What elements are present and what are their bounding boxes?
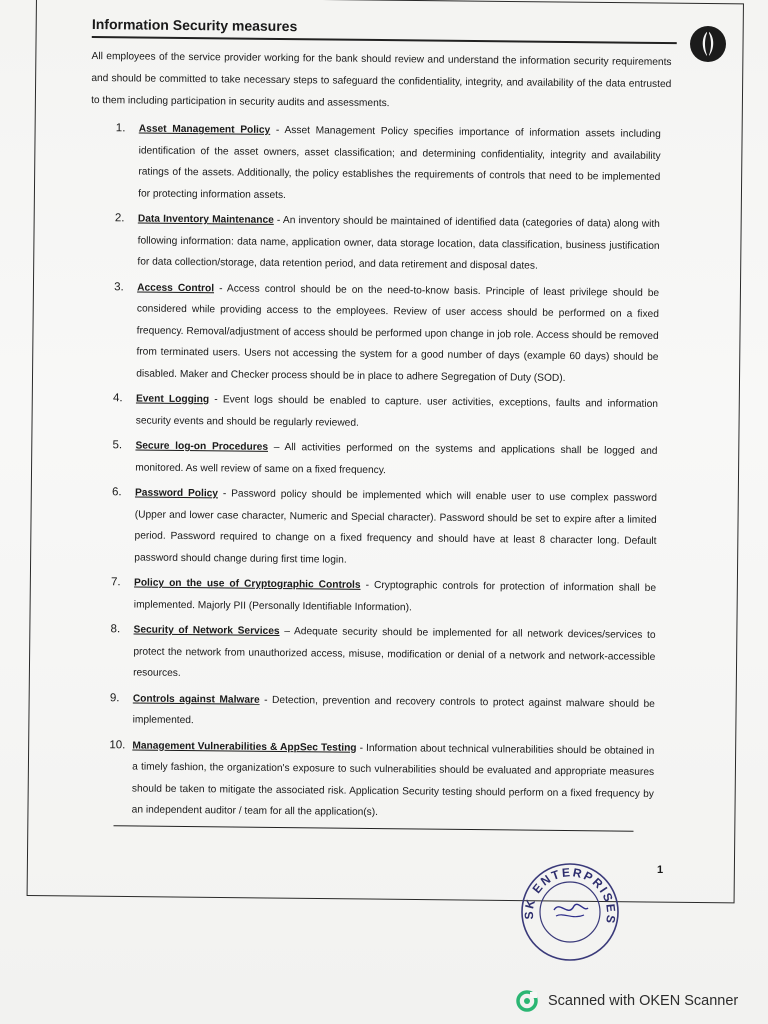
stamp-text: SK ENTERPRISES xyxy=(521,865,619,927)
measure-number: 4. xyxy=(112,392,123,405)
measure-number: 5. xyxy=(112,439,123,452)
measure-term: Access Control xyxy=(137,281,215,294)
scanner-label: Scanned with OKEN Scanner xyxy=(548,993,739,1009)
measures-list xyxy=(84,118,661,826)
oken-scanner-logo-icon xyxy=(516,990,538,1012)
measure-number: 9. xyxy=(109,691,120,704)
document-body xyxy=(84,16,688,832)
measure-term: Password Policy xyxy=(134,487,219,500)
measure-description: - Detection, prevention and recovery controls to protect against malware should be implemented. xyxy=(132,694,655,727)
measure-number: 10. xyxy=(109,738,126,751)
measure-item xyxy=(90,118,661,210)
measure-term: Data Inventory Maintenance xyxy=(137,213,274,226)
measure-description: - Cryptographic controls for protection of information shall be implemented. Majorly PII (Personally Identifiable Information). xyxy=(133,579,657,613)
measure-term: Controls against Malware xyxy=(132,692,260,706)
svg-text:SK ENTERPRISES xyxy=(522,865,618,926)
measure-item xyxy=(85,687,655,736)
measure-description: - Password policy should be implemented which will enable user to use complex password (Upper and lower case character, Numeric and Special character). Password should be set to expire after a limited period. Password required to change on a fixed frequency and should have at least 8 character long. Default password should change during first time login. xyxy=(134,488,658,566)
measure-item xyxy=(84,734,655,826)
company-stamp xyxy=(518,860,622,964)
measure-item xyxy=(89,208,660,278)
measure-item xyxy=(86,482,657,574)
bank-logo-icon xyxy=(688,24,728,64)
page-number: 1 xyxy=(657,864,664,876)
document-title: Information Security measures xyxy=(91,16,298,35)
measure-item xyxy=(88,388,658,437)
measure-item xyxy=(86,572,656,621)
measure-number: 1. xyxy=(115,122,126,135)
measure-description: - An inventory should be maintained of identified data (categories of data) along with following information: data name, application owner, data storage location, data classification, business justification for data collection/storage, data retention period, and data retirement and disposal dates. xyxy=(137,214,660,272)
measure-term: Policy on the use of Cryptographic Controls xyxy=(134,577,361,591)
measure-term: Management Vulnerabilities & AppSec Testing xyxy=(132,739,357,754)
intro-paragraph: All employees of the service provider working for the bank should review and understand the information security requirements and should be committed to take necessary steps to safeguard the confidentiality, integrity, and availability of the data entrusted to them including participation in security audits and assessments. xyxy=(91,50,672,110)
measure-description: - Event logs should be enabled to capture. user activities, exceptions, faults and information security events and should be regularly reviewed. xyxy=(135,394,659,429)
measure-item xyxy=(87,435,657,484)
scanner-watermark xyxy=(516,990,738,1012)
measure-description: - Asset Management Policy specifies importance of information assets including identification of the asset owners, asset classification; and determining confidentiality, integrity and availability ratings of the assets. Additionally, the policy establishes the requirements of controls that need to be implemented for protecting information assets. xyxy=(138,124,661,201)
measure-term: Asset Management Policy xyxy=(138,123,271,136)
measure-description: - Access control should be on the need-to-know basis. Principle of least privilege should be considered while providing access to the employees. Review of user access should be performed on a fixed frequency. Removal/adjustment of access should be performed upon change in job role. Access should be removed from terminated users. Users not accessing the system for a good number of days (example 60 days) should be disabled. Maker and Checker process should be in place to adhere Segregation of Duty (SOD). xyxy=(136,282,660,384)
measure-number: 6. xyxy=(111,486,122,499)
measure-description: – All activities performed on the systems and applications shall be logged and monitored. As well review of same on a fixed frequency. xyxy=(135,441,658,476)
measure-description: - Information about technical vulnerabilities should be obtained in a timely fashion, the organization's exposure to such vulnerabilities should be evaluated and appropriate measures should be taken to mitigate the associated risk. Application Security testing should perform on a fixed frequency by an independent auditor / team for all the application(s). xyxy=(131,742,655,819)
measure-item xyxy=(85,619,656,689)
measure-item xyxy=(88,276,659,389)
measure-number: 2. xyxy=(114,212,125,225)
measure-term: Security of Network Services xyxy=(133,624,280,637)
measure-term: Secure log-on Procedures xyxy=(135,440,269,453)
measure-description: – Adequate security should be implemented for all network devices/services to protect the network from unauthorized access, misuse, modification or denial of a network and network-accessible resources. xyxy=(133,625,656,679)
measure-number: 7. xyxy=(111,576,121,589)
measure-number: 8. xyxy=(110,623,121,636)
measure-number: 3. xyxy=(114,280,124,293)
measure-term: Event Logging xyxy=(135,393,210,406)
